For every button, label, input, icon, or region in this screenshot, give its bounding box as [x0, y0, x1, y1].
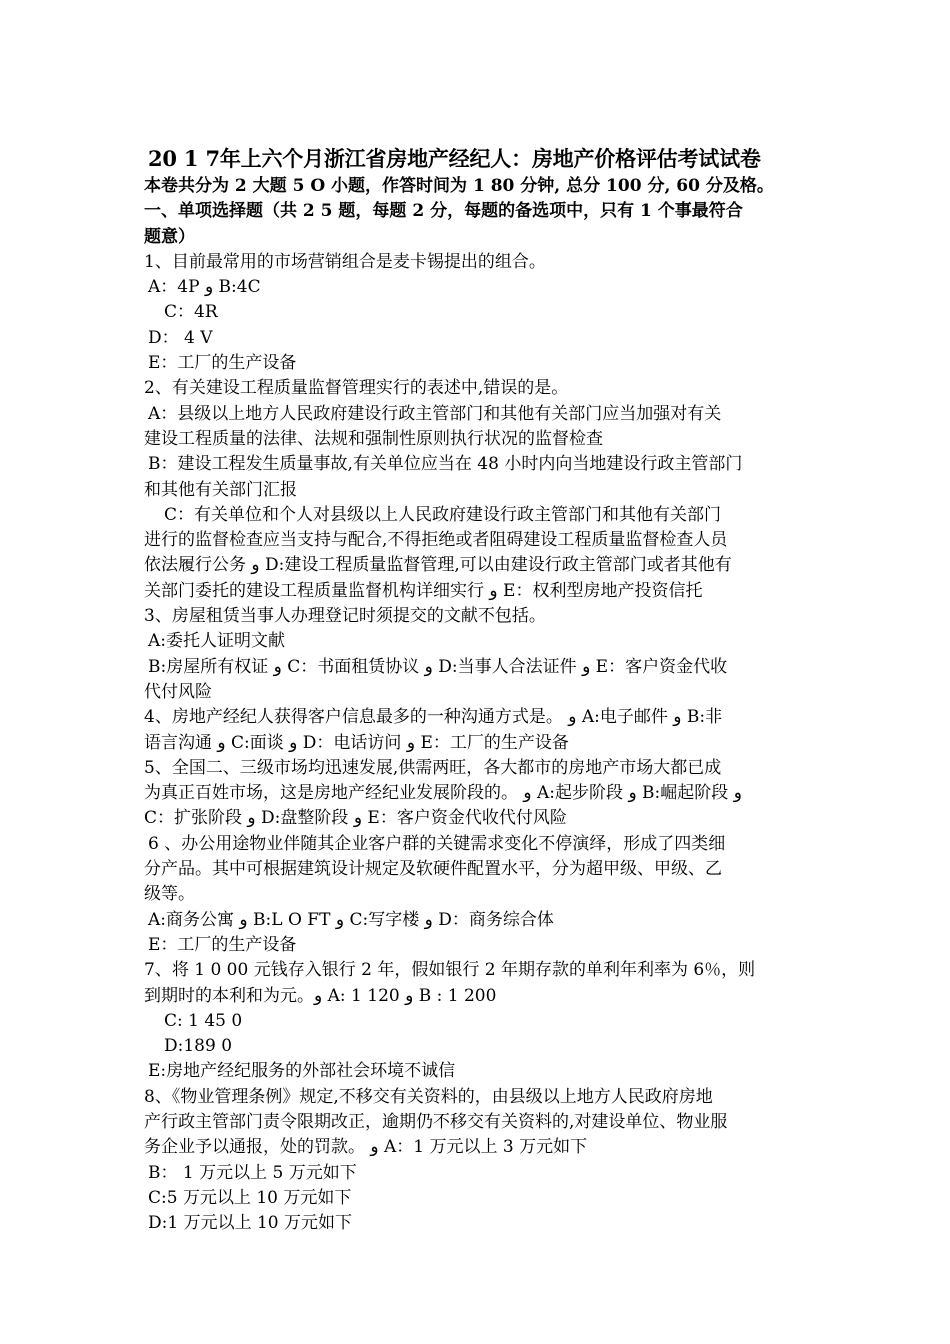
text-line: 级等。: [144, 884, 195, 905]
text-line: 分产品。其中可根据建筑设计规定及软硬件配置水平，分为超甲级、甲级、乙: [144, 859, 722, 880]
text-line: B： 1 万元以上 5 万元如下: [148, 1162, 357, 1183]
text-line: 到期时的本利和为元。و A: 1 120 و B : 1 200: [144, 985, 497, 1006]
text-line: E：工厂的生产设备: [148, 934, 297, 955]
text-line: 4、房地产经纪人获得客户信息最多的一种沟通方式是。 و A:电子邮件 و B:非: [144, 707, 723, 728]
text-line: 代付风险: [144, 681, 212, 702]
text-line: 为真正百姓市场，这是房地产经纪业发展阶段的。 و A:起步阶段 و B:崛起阶段 و: [144, 783, 742, 804]
text-line: 建设工程质量的法律、法规和强制性原则执行状况的监督检查: [144, 428, 603, 449]
text-line: 2、有关建设工程质量监督管理实行的表述中,错误的是。: [144, 378, 569, 399]
text-line: D:1 万元以上 10 万元如下: [148, 1213, 353, 1234]
text-line: B:房屋所有权证 و C：书面租赁协议 و D:当事人合法证件 و E：客户资金代收: [148, 656, 728, 677]
text-line: 5、全国二、三级市场均迅速发展,供需两旺，各大都市的房地产市场大都已成: [144, 757, 722, 778]
text-line: A:委托人证明文献: [148, 631, 286, 652]
text-line: C：4R: [164, 302, 218, 323]
text-line: 3、房屋租赁当事人办理登记时须提交的文献不包括。: [144, 606, 546, 627]
text-line: E:房地产经纪服务的外部社会环境不诚信: [148, 1061, 456, 1082]
text-line: A：县级以上地方人民政府建设行政主管部门和其他有关部门应当加强对有关: [148, 403, 722, 424]
text-line: 依法履行公务 و D:建设工程质量监督管理,可以由建设行政主管部门或者其他有: [144, 555, 732, 576]
text-line: D： 4 V: [148, 327, 213, 348]
text-line: C:5 万元以上 10 万元如下: [148, 1187, 352, 1208]
text-line: 1、目前最常用的市场营销组合是麦卡锡提出的组合。: [144, 251, 546, 272]
document-body: [144, 174, 816, 1236]
text-line: 进行的监督检查应当支持与配合,不得拒绝或者阻碍建设工程质量监督检查人员: [144, 530, 728, 551]
text-line: 语言沟通 و C:面谈 و D：电话访问 و E：工厂的生产设备: [144, 732, 569, 753]
text-line: 本卷共分为 2 大题 5 O 小题，作答时间为 1 80 分钟, 总分 100 分, 60 分及格。: [144, 176, 774, 196]
text-line: B：建设工程发生质量事故,有关单位应当在 48 小时内向当地建设行政主管部门: [148, 454, 743, 475]
text-line: 产行政主管部门责令限期改正，逾期仍不移交有关资料的,对建设单位、物业服: [144, 1111, 728, 1132]
text-line: C：扩张阶段 و D:盘整阶段 و E：客户资金代收代付风险: [144, 808, 567, 829]
text-line: 8、《物业管理条例》规定,不移交有关资料的，由县级以上地方人民政府房地: [144, 1086, 713, 1107]
text-line: 务企业予以通报，处的罚款。 و A：1 万元以上 3 万元如下: [144, 1137, 588, 1158]
text-line: A：4P و B:4C: [148, 277, 261, 298]
text-line: C：有关单位和个人对县级以上人民政府建设行政主管部门和其他有关部门: [164, 504, 722, 525]
text-line: A:商务公寓 و B:L O FT و C:写字楼 و D：商务综合体: [148, 909, 554, 930]
text-line: 和其他有关部门汇报: [144, 479, 297, 500]
text-line: C: 1 45 0: [164, 1010, 243, 1031]
document-title: 20 1 7年上六个月浙江省房地产经纪人：房地产价格评估考试试卷: [148, 146, 761, 171]
text-line: 题意）: [144, 226, 195, 247]
text-line: 一、单项选择题（共 2 5 题，每题 2 分，每题的备选项中，只有 1 个事最符合: [144, 201, 743, 222]
text-line: 关部门委托的建设工程质量监督机构详细实行 و E：权利型房地产投资信托: [144, 580, 703, 601]
text-line: D:189 0: [164, 1036, 233, 1057]
text-line: 6 、办公用途物业伴随其企业客户群的关键需求变化不停演绎，形成了四类细: [148, 833, 726, 854]
text-line: 7、将 1 0 00 元钱存入银行 2 年，假如银行 2 年期存款的单利年利率为 6％，则: [144, 960, 756, 981]
text-line: E：工厂的生产设备: [148, 353, 297, 374]
